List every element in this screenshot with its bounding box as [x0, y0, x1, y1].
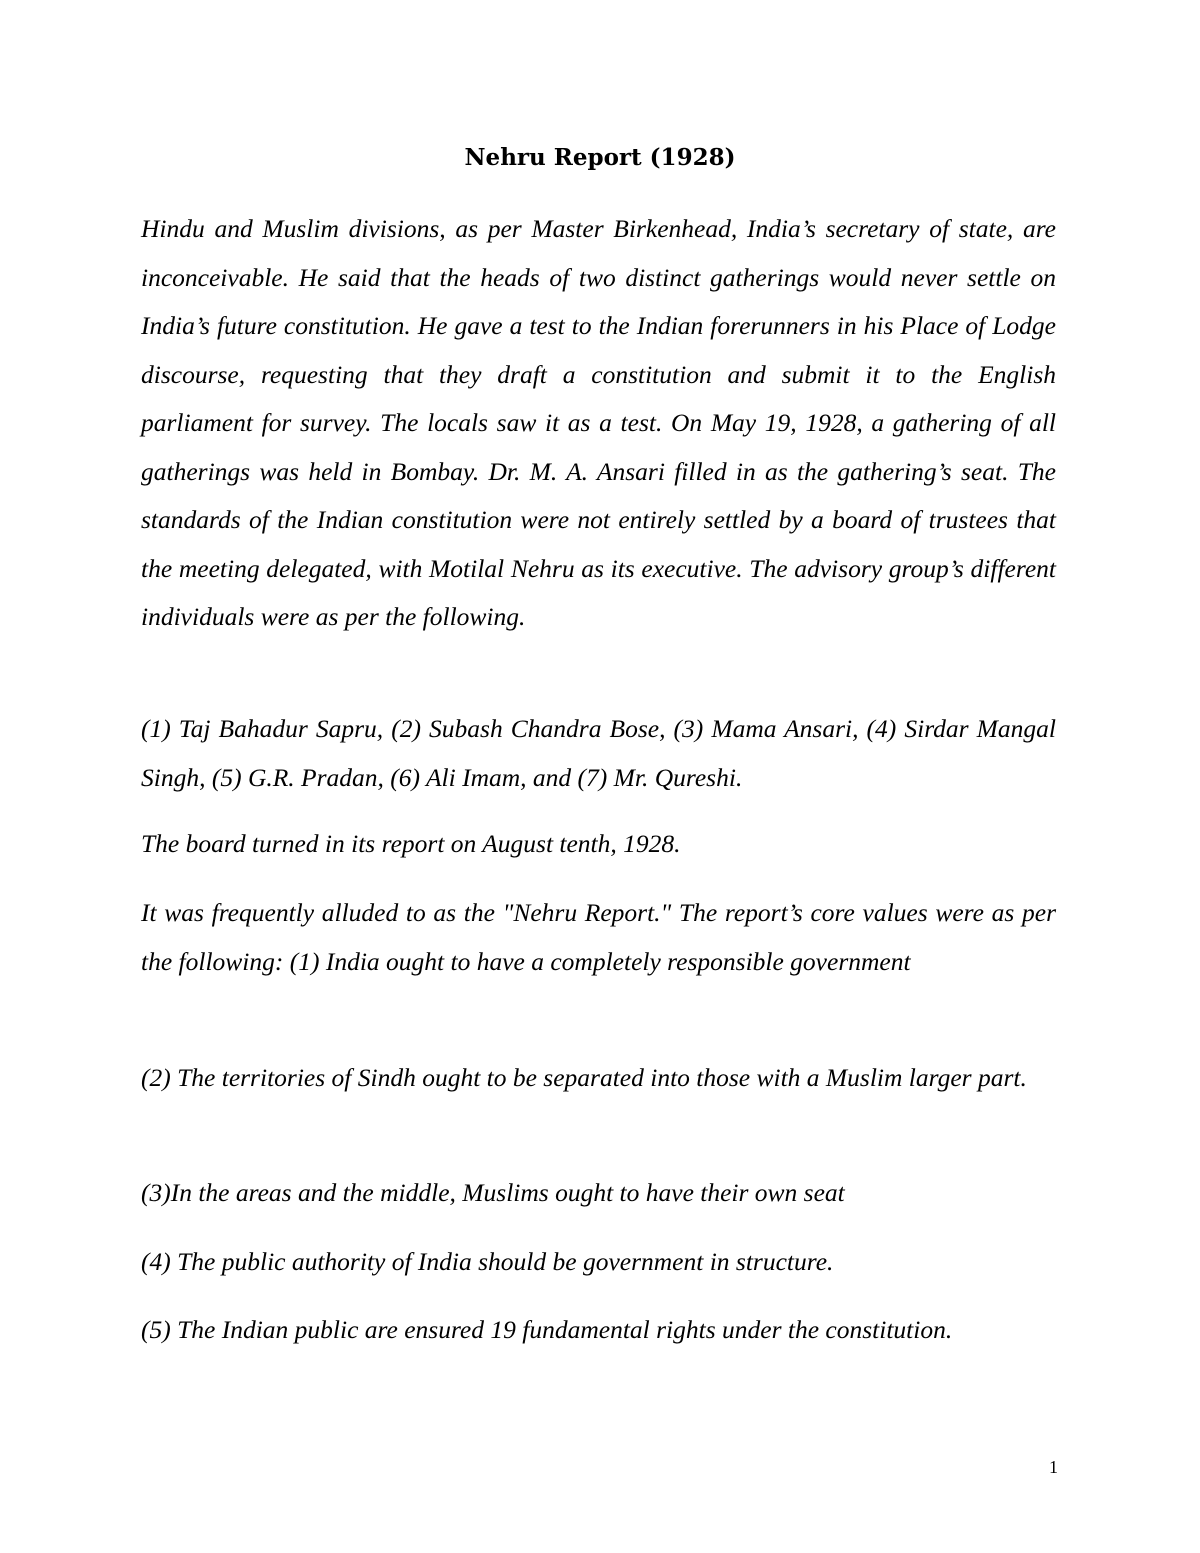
- page-number: 1: [1049, 1457, 1058, 1477]
- paragraph-core-values: It was frequently alluded to as the "Nehru Report." The report’s core values were as per the following: (1) India ought to have a completely responsible government: [141, 898, 1056, 976]
- paragraph-point-5: (5) The Indian public are ensured 19 fundamental rights under the constitution.: [141, 1315, 953, 1344]
- document-title: Nehru Report (1928): [464, 144, 736, 171]
- paragraph-report-date: The board turned in its report on August tenth, 1928.: [141, 829, 681, 858]
- paragraph-intro: Hindu and Muslim divisions, as per Master Birkenhead, India’s secretary of state, are inconceivable. He said that the heads of two distinct gatherings would never settle on India’s future constitution. He gave a test to the Indian forerunners in his Place of Lodge discourse, requesting that they draft a constitution and submit it to the English parliament for survey. The locals saw it as a test. On May 19, 1928, a gathering of all gatherings was held in Bombay. Dr. M. A. Ansari filled in as the gathering’s seat. The standards of the Indian constitution were not entirely settled by a board of trustees that the meeting delegated, with Motilal Nehru as its executive. The advisory group’s different individuals were as per the following.: [141, 214, 1056, 631]
- paragraph-point-2: (2) The territories of Sindh ought to be separated into those with a Muslim larger part.: [141, 1063, 1027, 1092]
- paragraph-point-3: (3)In the areas and the middle, Muslims ought to have their own seat: [141, 1178, 845, 1207]
- paragraph-point-4: (4) The public authority of India should be government in structure.: [141, 1247, 834, 1276]
- paragraph-members: (1) Taj Bahadur Sapru, (2) Subash Chandra Bose, (3) Mama Ansari, (4) Sirdar Mangal Singh, (5) G.R. Pradan, (6) Ali Imam, and (7) Mr. Qureshi.: [141, 714, 1056, 792]
